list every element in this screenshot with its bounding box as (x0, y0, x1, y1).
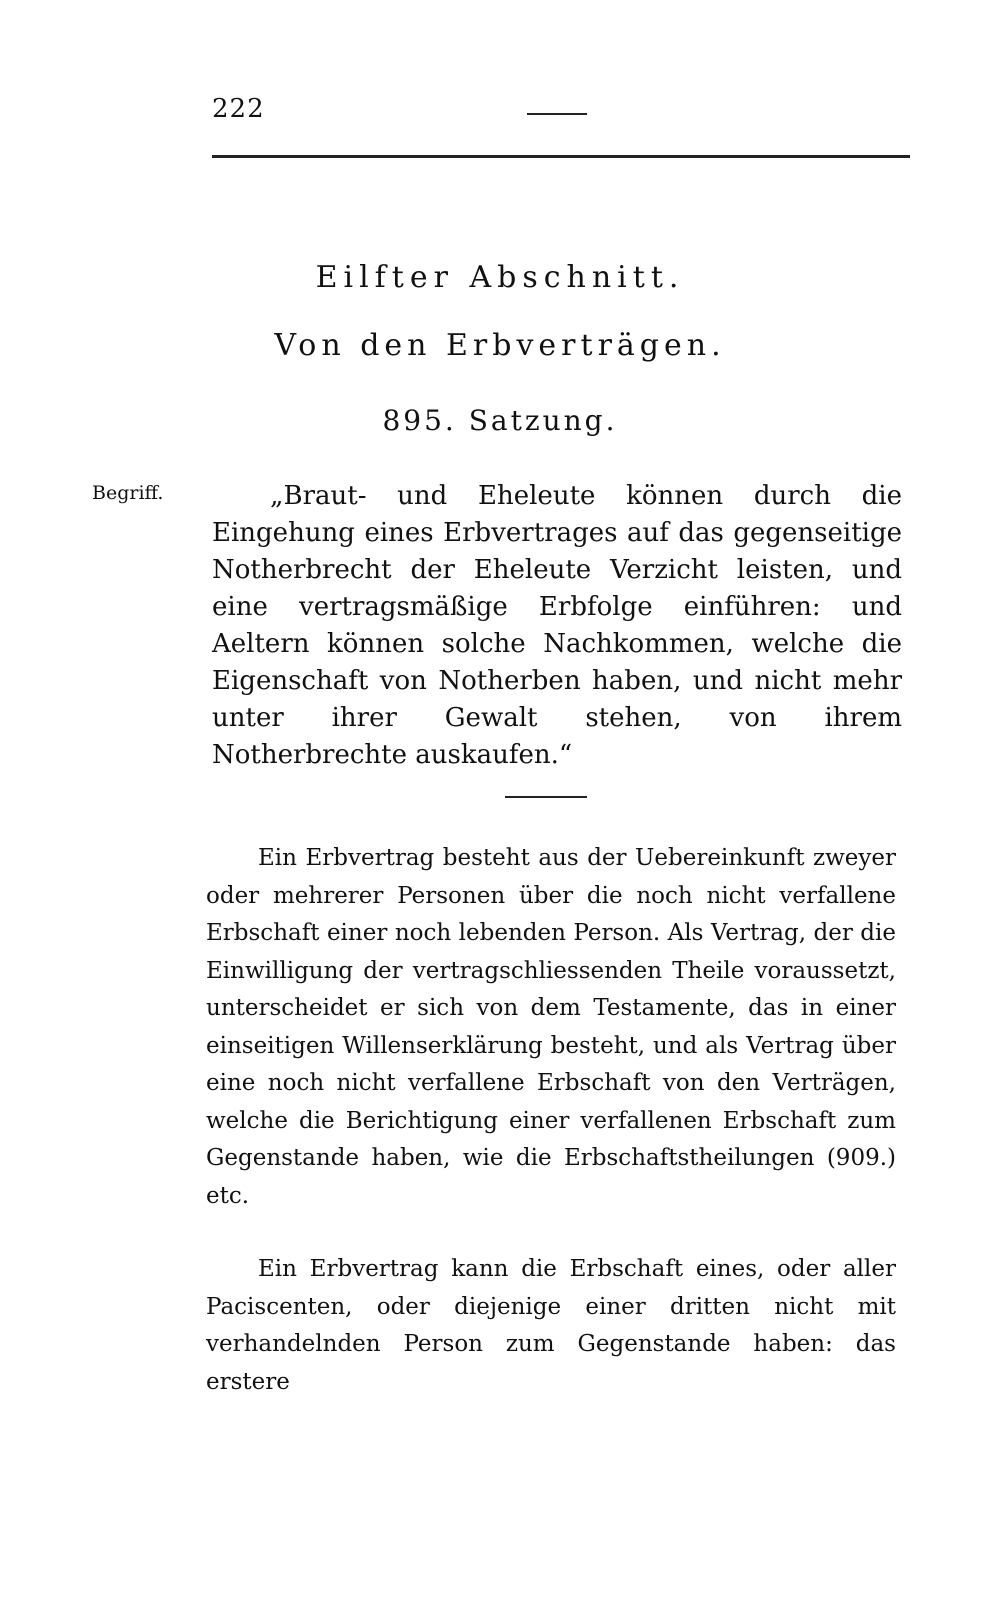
header-dash (527, 113, 587, 115)
article-heading: 895. Satzung. (382, 404, 618, 437)
margin-note: Begriff. (92, 482, 164, 504)
section-divider (505, 796, 587, 798)
page-number: 222 (212, 94, 265, 124)
header-rule (212, 155, 910, 158)
section-subtitle: Von den Erbverträgen. (274, 328, 726, 363)
commentary-paragraph: Ein Erbvertrag besteht aus der Uebereinkunft zweyer oder mehrerer Personen über die noch nicht verfallene Erbschaft einer noch lebenden Person. Als Vertrag, der die Einwilligung der vertragschliessenden Theile voraussetzt, unterscheidet er sich von dem Testamente, das in einer einseitigen Willenserklärung besteht, und als Vertrag über eine noch nicht verfallene Erbschaft von den Verträgen, welche die Berichtigung einer verfallenen Erbschaft zum Gegenstande haben, wie die Erbschaftstheilungen (909.) etc. (206, 845, 896, 1209)
section-title: Eilfter Abschnitt. (315, 260, 685, 295)
commentary-paragraph: Ein Erbvertrag kann die Erbschaft eines, oder aller Paciscenten, oder diejenige einer dritten nicht mit verhandelnden Person zum Gegenstande haben: das erstere (206, 1256, 896, 1395)
statute-text: „Braut- und Eheleute können durch die Eingehung eines Erbvertrages auf das gegenseitige Notherbrecht der Eheleute Verzicht leisten, und eine vertragsmäßige Erbfolge einführen: und Aeltern können solche Nachkommen, welche die Eigenschaft von Notherben haben, und nicht mehr unter ihrer Gewalt stehen, von ihrem Notherbrechte auskaufen.“ (212, 481, 902, 770)
